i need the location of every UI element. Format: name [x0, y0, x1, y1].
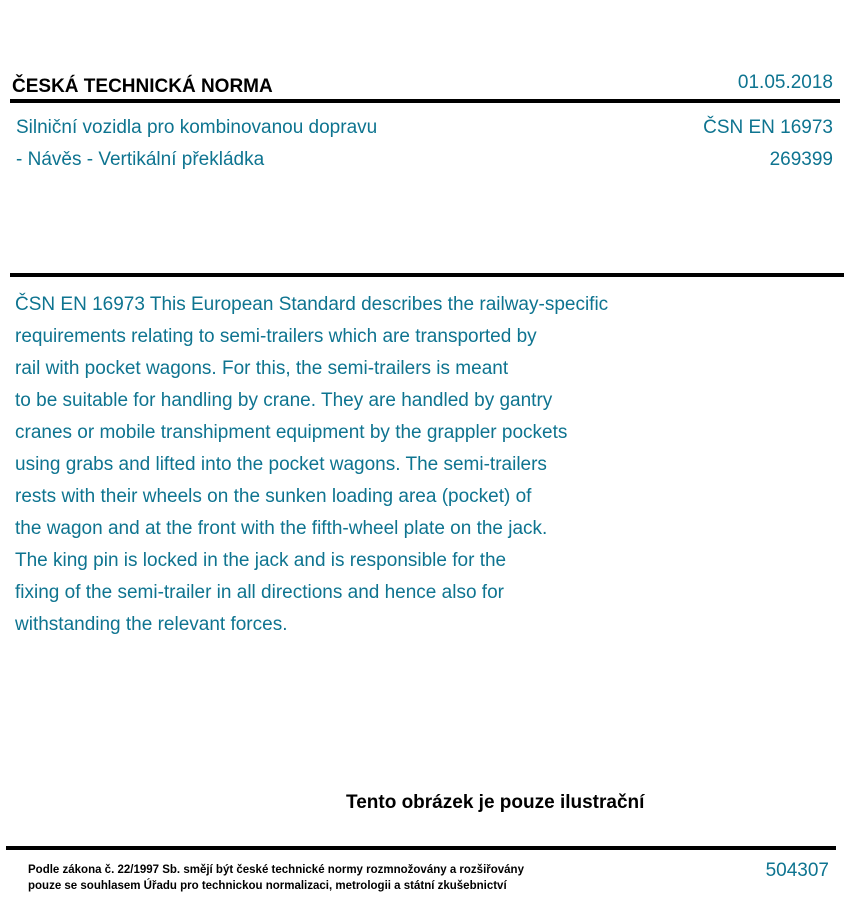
footer-divider — [6, 846, 836, 850]
abstract-line: rests with their wheels on the sunken loading area (pocket) of — [15, 486, 532, 507]
standard-title-line-1: Silniční vozidla pro kombinovanou dopravu — [16, 117, 378, 138]
document-header-title: ČESKÁ TECHNICKÁ NORMA — [12, 76, 273, 97]
abstract-line: using grabs and lifted into the pocket wagons. The semi-trailers — [15, 454, 547, 475]
abstract-line: ČSN EN 16973 This European Standard describes the railway-specific — [15, 294, 609, 315]
footer-legal-line-1: Podle zákona č. 22/1997 Sb. smějí být české technické normy rozmnožovány a rozšiřovány — [28, 864, 524, 876]
footer-legal-notice — [28, 862, 524, 894]
abstract-line: The king pin is locked in the jack and is responsible for the — [15, 550, 507, 571]
publication-date: 01.05.2018 — [737, 72, 833, 93]
illustration-note: Tento obrázek je pouze ilustrační — [346, 792, 645, 813]
footer-legal-line-2: pouze se souhlasem Úřadu pro technickou normalizaci, metrologii a státní zkušebnictví — [28, 880, 507, 892]
abstract-line: to be suitable for handling by crane. They are handled by gantry — [15, 390, 553, 411]
abstract-line: the wagon and at the front with the fifth-wheel plate on the jack. — [15, 518, 548, 539]
abstract-line: rail with pocket wagons. For this, the semi-trailers is meant — [15, 358, 509, 379]
abstract-line: fixing of the semi-trailer in all directions and hence also for — [15, 582, 504, 603]
header-divider — [10, 99, 840, 103]
standard-number: 269399 — [769, 149, 833, 170]
section-divider — [10, 273, 844, 277]
abstract-line: requirements relating to semi-trailers which are transported by — [15, 326, 537, 347]
document-id: 504307 — [765, 860, 829, 881]
abstract-line: cranes or mobile transhipment equipment by the grappler pockets — [15, 422, 568, 443]
abstract-line: withstanding the relevant forces. — [15, 614, 288, 635]
abstract-text — [15, 289, 608, 641]
standard-code: ČSN EN 16973 — [703, 117, 833, 138]
standard-title-line-2: - Návěs - Vertikální překládka — [16, 149, 265, 170]
